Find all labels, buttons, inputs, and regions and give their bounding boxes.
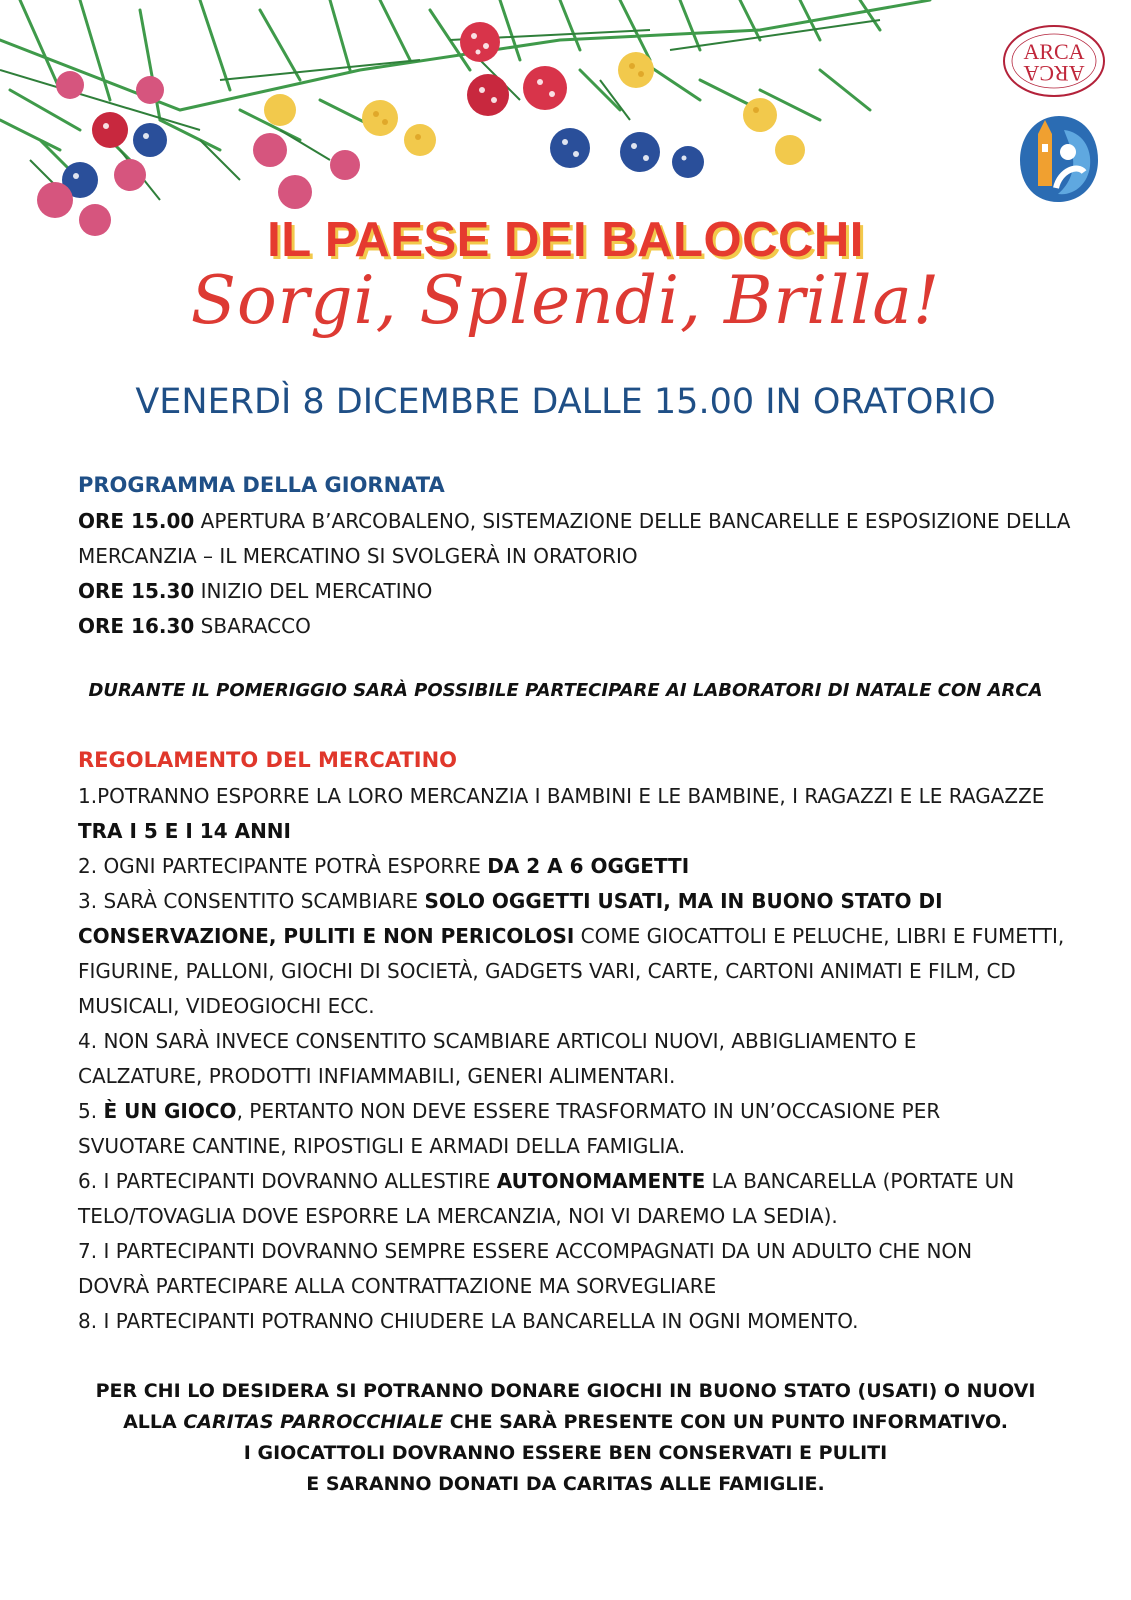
baubles xyxy=(37,22,805,236)
rule-line: 8. I PARTECIPANTI POTRANNO CHIUDERE LA BANCARELLA IN OGNI MOMENTO. xyxy=(78,1309,859,1333)
bauble-pink-icon xyxy=(136,76,164,104)
rule-line: 7. I PARTECIPANTI DOVRANNO SEMPRE ESSERE ACCOMPAGNATI DA UN ADULTO CHE NON xyxy=(78,1239,973,1263)
parish-logo xyxy=(1018,112,1100,206)
bauble-blue-icon xyxy=(672,146,704,178)
caritas-footer xyxy=(0,1376,1131,1500)
event-date: VENERDÌ 8 DICEMBRE DALLE 15.00 IN ORATORIO xyxy=(135,382,996,422)
bauble-pink-icon xyxy=(330,150,360,180)
programma-section xyxy=(78,470,1078,644)
bauble-pink-icon xyxy=(278,175,312,209)
bauble-yellow-icon xyxy=(618,52,654,88)
rule-line: 5. È UN GIOCO, PERTANTO NON DEVE ESSERE TRASFORMATO IN UN’OCCASIONE PER xyxy=(78,1099,941,1123)
rule-line: 3. SARÀ CONSENTITO SCAMBIARE SOLO OGGETTI USATI, MA IN BUONO STATO DI xyxy=(78,889,943,913)
rule-line: 2. OGNI PARTECIPANTE POTRÀ ESPORRE DA 2 A 6 OGGETTI xyxy=(78,854,690,878)
event-title: IL PAESE DEI BALOCCHI xyxy=(267,213,864,267)
bauble-red-icon xyxy=(92,112,128,148)
rule-line: CONSERVAZIONE, PULITI E NON PERICOLOSI COME GIOCATTOLI E PELUCHE, LIBRI E FUMETTI, xyxy=(78,924,1065,948)
bauble-yellow-icon xyxy=(404,124,436,156)
programma-item: ORE 15.30 INIZIO DEL MERCATINO xyxy=(78,579,433,603)
arca-logo-text-bottom: ARCA xyxy=(1023,61,1085,86)
rule-line: 6. I PARTECIPANTI DOVRANNO ALLESTIRE AUTONOMAMENTE LA BANCARELLA (PORTATE UN xyxy=(78,1169,1015,1193)
programma-item: ORE 15.00 APERTURA B’ARCOBALENO, SISTEMAZIONE DELLE BANCARELLE E ESPOSIZIONE DELLA xyxy=(78,509,1071,533)
rule-line: 4. NON SARÀ INVECE CONSENTITO SCAMBIARE ARTICOLI NUOVI, ABBIGLIAMENTO E xyxy=(78,1029,917,1053)
bauble-red-icon xyxy=(523,66,567,110)
regolamento-heading: REGOLAMENTO DEL MERCATINO xyxy=(78,748,458,772)
programma-item: ORE 16.30 SBARACCO xyxy=(78,614,311,638)
rule-line: TELO/TOVAGLIA DOVE ESPORRE LA MERCANZIA, NOI VI DAREMO LA SEDIA). xyxy=(78,1204,838,1228)
arca-logo-text-top: ARCA xyxy=(1023,39,1085,64)
programma-heading: PROGRAMMA DELLA GIORNATA xyxy=(78,473,445,497)
rule-line: FIGURINE, PALLONI, GIOCHI DI SOCIETÀ, GADGETS VARI, CARTE, CARTONI ANIMATI E FILM, CD xyxy=(78,959,1016,983)
arca-logo xyxy=(1000,22,1108,100)
footer-line: PER CHI LO DESIDERA SI POTRANNO DONARE GIOCHI IN BUONO STATO (USATI) O NUOVI xyxy=(95,1380,1036,1402)
bauble-pink-icon xyxy=(114,159,146,191)
regolamento-section xyxy=(78,745,1078,1339)
footer-line: I GIOCATTOLI DOVRANNO ESSERE BEN CONSERVATI E PULITI xyxy=(243,1442,888,1464)
bauble-yellow-icon xyxy=(775,135,805,165)
footer-line: E SARANNO DONATI DA CARITAS ALLE FAMIGLIE. xyxy=(306,1473,825,1495)
bauble-red-icon xyxy=(467,74,509,116)
rule-line: 1.POTRANNO ESPORRE LA LORO MERCANZIA I BAMBINI E LE BAMBINE, I RAGAZZI E LE RAGAZZE xyxy=(78,784,1045,808)
rule-line: DOVRÀ PARTECIPARE ALLA CONTRATTAZIONE MA SORVEGLIARE xyxy=(78,1274,717,1298)
bauble-blue-icon xyxy=(550,128,590,168)
bauble-pink-icon xyxy=(253,133,287,167)
rule-line: TRA I 5 E I 14 ANNI xyxy=(78,819,291,843)
bauble-red-icon xyxy=(460,22,500,62)
bauble-yellow-icon xyxy=(362,100,398,136)
rule-line: CALZATURE, PRODOTTI INFIAMMABILI, GENERI ALIMENTARI. xyxy=(78,1064,676,1088)
event-subtitle: Sorgi, Splendi, Brilla! xyxy=(190,262,941,339)
programma-item: MERCANZIA – IL MERCATINO SI SVOLGERÀ IN ORATORIO xyxy=(78,544,638,568)
bauble-yellow-icon xyxy=(743,98,777,132)
bauble-yellow-icon xyxy=(264,94,296,126)
bauble-blue-icon xyxy=(133,123,167,157)
bauble-pink-icon xyxy=(56,71,84,99)
rule-line: MUSICALI, VIDEOGIOCHI ECC. xyxy=(78,994,375,1018)
laboratori-note: DURANTE IL POMERIGGIO SARÀ POSSIBILE PARTECIPARE AI LABORATORI DI NATALE CON ARCA xyxy=(88,680,1043,701)
rule-line: SVUOTARE CANTINE, RIPOSTIGLI E ARMADI DELLA FAMIGLIA. xyxy=(78,1134,686,1158)
footer-line: ALLA CARITAS PARROCCHIALE CHE SARÀ PRESENTE CON UN PUNTO INFORMATIVO. xyxy=(123,1411,1008,1433)
bauble-blue-icon xyxy=(620,132,660,172)
